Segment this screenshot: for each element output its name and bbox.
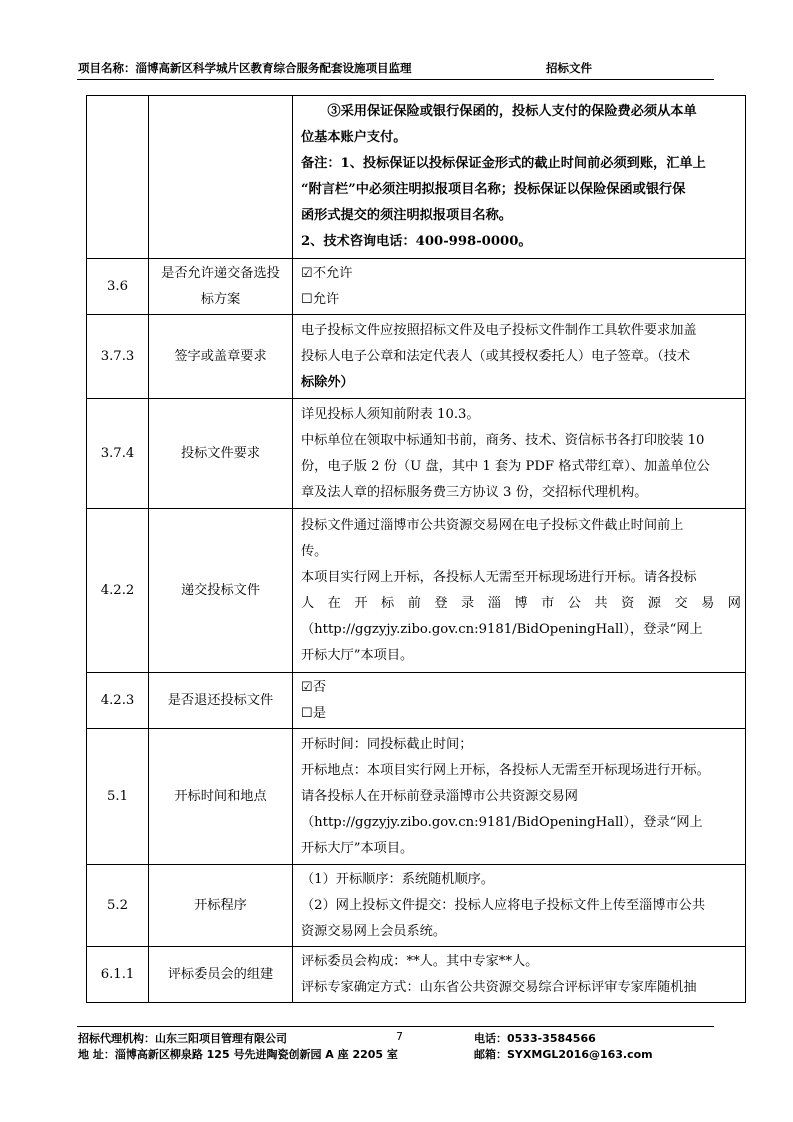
content-line: 评标委员会构成：**人。其中专家**人。 (301, 953, 539, 969)
clause-number (87, 96, 149, 259)
content-line: 人在开标前登录淄博市公共资源交易网 (301, 595, 741, 611)
header-divider (77, 79, 714, 80)
url-line: （http://ggzyjy.zibo.gov.cn:9181/BidOpeningHall），登录“网上 (301, 621, 703, 637)
clause-number: 5.2 (87, 865, 149, 947)
content-line: 备注：1、投标保证以投标保证金形式的截止时间前必须到账，汇单上 (301, 156, 706, 171)
clause-content (293, 96, 746, 259)
table-row (87, 315, 746, 399)
table-row (87, 729, 746, 865)
clause-number: 6.1.1 (87, 947, 149, 1003)
clause-content (293, 673, 746, 729)
content-line: 开标大厅”本项目。 (301, 840, 414, 856)
clause-number: 4.2.3 (87, 673, 149, 729)
table-row (87, 509, 746, 673)
agency-name: 招标代理机构：山东三阳项目管理有限公司 (78, 1032, 287, 1045)
clause-content (293, 947, 746, 1003)
content-line: ③采用保证保险或银行保函的，投标人支付的保险费必须从本单 (327, 104, 697, 119)
clause-number: 3.7.3 (87, 315, 149, 399)
content-line: 详见投标人须知前附表 10.3。 (301, 406, 480, 422)
footer-divider (77, 1026, 714, 1027)
table-row (87, 96, 746, 259)
clause-item (149, 96, 293, 259)
option-unchecked: ☐是 (301, 705, 327, 721)
phone-number: 电话：0533-3584566 (474, 1032, 596, 1045)
content-line: 函形式提交的须注明拟报项目名称。 (301, 208, 512, 223)
content-line: 2、技术咨询电话：400-998-0000。 (301, 234, 532, 249)
clause-item: 投标文件要求 (149, 399, 293, 509)
option-checked: ☑否 (301, 679, 327, 695)
clause-item: 评标委员会的组建 (149, 947, 293, 1003)
content-line: 标除外） (301, 374, 354, 390)
content-line: （1）开标顺序：系统随机顺序。 (301, 871, 495, 887)
content-line: 本项目实行网上开标，各投标人无需至开标现场进行开标。请各投标 (301, 569, 697, 585)
content-line: 开标地点：本项目实行网上开标，各投标人无需至开标现场进行开标。 (301, 762, 710, 778)
clause-content (293, 399, 746, 509)
email-address: 邮箱：SYXMGL2016@163.com (474, 1048, 653, 1061)
table-row (87, 865, 746, 947)
clause-content (293, 865, 746, 947)
page-header (78, 60, 714, 76)
clause-item: 是否允许递交备选投标方案 (149, 259, 293, 315)
clause-number: 3.7.4 (87, 399, 149, 509)
content-line: 份，电子版 2 份（U 盘，其中 1 套为 PDF 格式带红章）、加盖单位公 (301, 458, 710, 474)
project-name: 项目名称：淄博高新区科学城片区教育综合服务配套设施项目监理 (78, 61, 412, 75)
content-line: 评标专家确定方式：山东省公共资源交易综合评标评审专家库随机抽 (301, 979, 697, 995)
clause-number: 3.6 (87, 259, 149, 315)
content-line: 位基本账户支付。 (301, 130, 407, 145)
content-line: 请各投标人在开标前登录淄博市公共资源交易网 (301, 788, 578, 804)
option-unchecked: ☐允许 (301, 291, 340, 307)
clause-item: 开标时间和地点 (149, 729, 293, 865)
agency-address: 地 址：淄博高新区柳泉路 125 号先进陶瓷创新园 A 座 2205 室 (78, 1048, 398, 1061)
clause-item: 签字或盖章要求 (149, 315, 293, 399)
clause-item: 是否退还投标文件 (149, 673, 293, 729)
bid-notice-table (86, 95, 746, 1003)
content-line: 投标人电子公章和法定代表人（或其授权委托人）电子签章。（技术 (301, 348, 691, 364)
content-line: 开标时间：同投标截止时间； (301, 736, 473, 752)
option-checked: ☑不允许 (301, 265, 353, 281)
content-line: 电子投标文件应按照招标文件及电子投标文件制作工具软件要求加盖 (301, 322, 697, 338)
page-number: 7 (396, 1030, 403, 1043)
url-line: （http://ggzyjy.zibo.gov.cn:9181/BidOpeningHall），登录“网上 (301, 814, 703, 830)
page-footer (78, 1030, 718, 1064)
clause-content (293, 729, 746, 865)
content-line: 投标文件通过淄博市公共资源交易网在电子投标文件截止时间前上 (301, 517, 684, 533)
table-row (87, 259, 746, 315)
content-line: “附言栏”中必须注明拟报项目名称；投标保证以保险保函或银行保 (301, 182, 686, 197)
clause-content (293, 509, 746, 673)
table-row (87, 947, 746, 1003)
content-line: 中标单位在领取中标通知书前，商务、技术、资信标书各打印胶装 10 (301, 432, 705, 448)
document-type: 招标文件 (546, 61, 592, 75)
content-line: 资源交易网上会员系统。 (301, 923, 447, 939)
clause-number: 5.1 (87, 729, 149, 865)
clause-number: 4.2.2 (87, 509, 149, 673)
clause-item: 递交投标文件 (149, 509, 293, 673)
table-row (87, 673, 746, 729)
clause-item: 开标程序 (149, 865, 293, 947)
clause-content (293, 315, 746, 399)
content-line: 开标大厅”本项目。 (301, 647, 414, 663)
content-line: （2）网上投标文件提交：投标人应将电子投标文件上传至淄博市公共 (301, 897, 706, 913)
content-line: 传。 (301, 543, 328, 559)
clause-content (293, 259, 746, 315)
table-row (87, 399, 746, 509)
content-line: 章及法人章的招标服务费三方协议 3 份，交招标代理机构。 (301, 484, 648, 500)
